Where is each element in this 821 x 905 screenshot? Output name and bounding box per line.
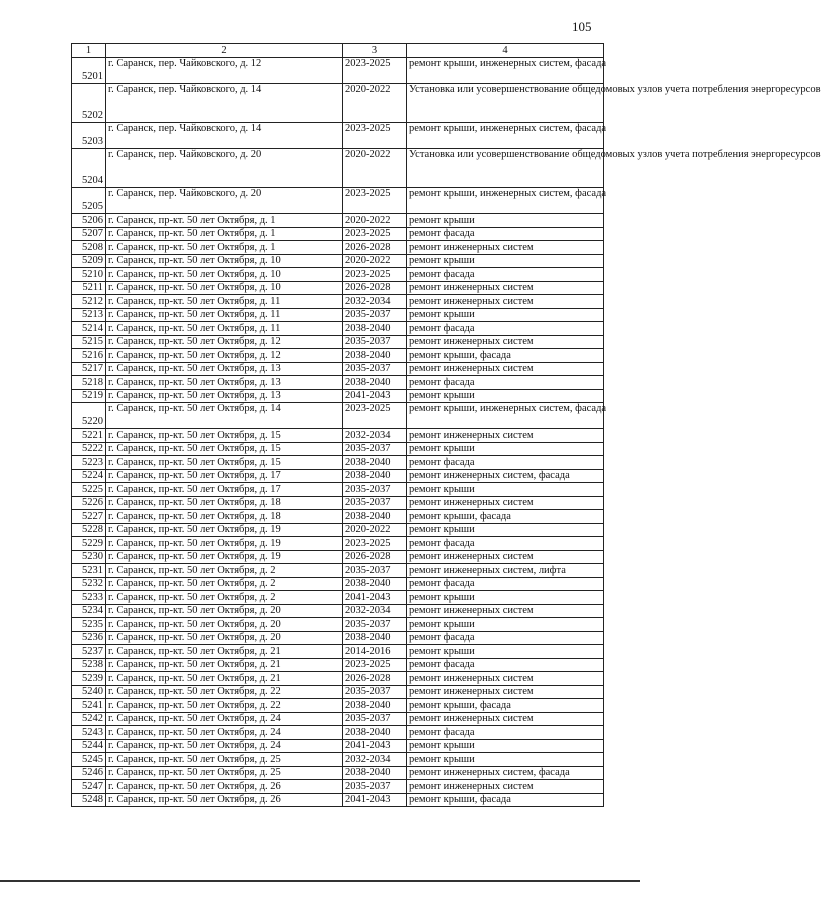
- table-row: [72, 591, 604, 605]
- work-type-cell: ремонт инженерных систем: [407, 429, 604, 443]
- row-number-cell: 5241: [72, 699, 106, 713]
- table-row: [72, 483, 604, 497]
- table-row: [72, 123, 604, 149]
- address-cell: г. Саранск, пр-кт. 50 лет Октября, д. 10: [106, 268, 343, 282]
- address-cell: г. Саранск, пр-кт. 50 лет Октября, д. 11: [106, 308, 343, 322]
- row-number-cell: 5211: [72, 281, 106, 295]
- period-cell: 2023-2025: [343, 403, 407, 429]
- column-header-3: 3: [343, 44, 407, 58]
- work-type-cell: ремонт фасада: [407, 658, 604, 672]
- work-type-cell: ремонт инженерных систем: [407, 295, 604, 309]
- work-type-cell: ремонт инженерных систем, фасада: [407, 766, 604, 780]
- table-row: [72, 780, 604, 794]
- work-type-cell: ремонт инженерных систем: [407, 362, 604, 376]
- work-type-cell: ремонт инженерных систем: [407, 281, 604, 295]
- period-cell: 2038-2040: [343, 376, 407, 390]
- row-number-cell: 5213: [72, 308, 106, 322]
- address-cell: г. Саранск, пр-кт. 50 лет Октября, д. 20: [106, 604, 343, 618]
- row-number-cell: 5208: [72, 241, 106, 255]
- row-number-cell: 5248: [72, 793, 106, 807]
- work-type-cell: ремонт крыши: [407, 645, 604, 659]
- work-type-cell: ремонт инженерных систем, лифта: [407, 564, 604, 578]
- work-type-cell: ремонт крыши, инженерных систем, фасада: [407, 123, 604, 149]
- period-cell: 2026-2028: [343, 281, 407, 295]
- table-row: [72, 84, 604, 123]
- work-type-cell: ремонт фасада: [407, 456, 604, 470]
- table-row: [72, 362, 604, 376]
- table-row: [72, 685, 604, 699]
- period-cell: 2023-2025: [343, 268, 407, 282]
- table-row: [72, 739, 604, 753]
- table-row: [72, 631, 604, 645]
- work-type-cell: ремонт крыши: [407, 483, 604, 497]
- table-row: [72, 389, 604, 403]
- address-cell: г. Саранск, пер. Чайковского, д. 20: [106, 188, 343, 214]
- table-row: [72, 672, 604, 686]
- address-cell: г. Саранск, пр-кт. 50 лет Октября, д. 25: [106, 766, 343, 780]
- period-cell: 2023-2025: [343, 227, 407, 241]
- period-cell: 2035-2037: [343, 335, 407, 349]
- work-type-cell: ремонт инженерных систем, фасада: [407, 469, 604, 483]
- address-cell: г. Саранск, пр-кт. 50 лет Октября, д. 17: [106, 483, 343, 497]
- address-cell: г. Саранск, пр-кт. 50 лет Октября, д. 26: [106, 793, 343, 807]
- row-number-cell: 5204: [72, 149, 106, 188]
- work-type-cell: ремонт крыши: [407, 254, 604, 268]
- row-number-cell: 5234: [72, 604, 106, 618]
- table-row: [72, 645, 604, 659]
- table-row: [72, 618, 604, 632]
- address-cell: г. Саранск, пр-кт. 50 лет Октября, д. 18: [106, 510, 343, 524]
- address-cell: г. Саранск, пр-кт. 50 лет Октября, д. 25: [106, 753, 343, 767]
- period-cell: 2035-2037: [343, 780, 407, 794]
- row-number-cell: 5243: [72, 726, 106, 740]
- work-type-cell: ремонт крыши: [407, 389, 604, 403]
- period-cell: 2038-2040: [343, 577, 407, 591]
- row-number-cell: 5207: [72, 227, 106, 241]
- work-type-cell: ремонт фасада: [407, 726, 604, 740]
- work-type-cell: ремонт крыши, инженерных систем, фасада: [407, 403, 604, 429]
- table-row: [72, 469, 604, 483]
- address-cell: г. Саранск, пр-кт. 50 лет Октября, д. 11: [106, 322, 343, 336]
- period-cell: 2038-2040: [343, 469, 407, 483]
- period-cell: 2035-2037: [343, 442, 407, 456]
- work-type-cell: ремонт фасада: [407, 268, 604, 282]
- work-type-cell: ремонт крыши, инженерных систем, фасада: [407, 188, 604, 214]
- row-number-cell: 5210: [72, 268, 106, 282]
- work-type-cell: ремонт крыши, фасада: [407, 699, 604, 713]
- row-number-cell: 5218: [72, 376, 106, 390]
- address-cell: г. Саранск, пр-кт. 50 лет Октября, д. 24: [106, 726, 343, 740]
- address-cell: г. Саранск, пр-кт. 50 лет Октября, д. 21: [106, 672, 343, 686]
- row-number-cell: 5219: [72, 389, 106, 403]
- address-cell: г. Саранск, пр-кт. 50 лет Октября, д. 2: [106, 577, 343, 591]
- work-type-cell: ремонт инженерных систем: [407, 604, 604, 618]
- row-number-cell: 5220: [72, 403, 106, 429]
- row-number-cell: 5214: [72, 322, 106, 336]
- period-cell: 2038-2040: [343, 349, 407, 363]
- table-row: [72, 254, 604, 268]
- row-number-cell: 5215: [72, 335, 106, 349]
- row-number-cell: 5233: [72, 591, 106, 605]
- row-number-cell: 5217: [72, 362, 106, 376]
- table-row: [72, 550, 604, 564]
- period-cell: 2038-2040: [343, 322, 407, 336]
- work-type-cell: ремонт инженерных систем: [407, 712, 604, 726]
- row-number-cell: 5236: [72, 631, 106, 645]
- work-type-cell: ремонт крыши: [407, 753, 604, 767]
- address-cell: г. Саранск, пр-кт. 50 лет Октября, д. 20: [106, 631, 343, 645]
- address-cell: г. Саранск, пр-кт. 50 лет Октября, д. 19: [106, 523, 343, 537]
- table-row: [72, 268, 604, 282]
- period-cell: 2041-2043: [343, 793, 407, 807]
- row-number-cell: 5206: [72, 214, 106, 228]
- table-row: [72, 335, 604, 349]
- work-type-cell: ремонт крыши, фасада: [407, 349, 604, 363]
- table-row: [72, 510, 604, 524]
- period-cell: 2023-2025: [343, 658, 407, 672]
- address-cell: г. Саранск, пр-кт. 50 лет Октября, д. 19: [106, 550, 343, 564]
- period-cell: 2038-2040: [343, 726, 407, 740]
- period-cell: 2041-2043: [343, 739, 407, 753]
- address-cell: г. Саранск, пр-кт. 50 лет Октября, д. 10: [106, 254, 343, 268]
- period-cell: 2038-2040: [343, 699, 407, 713]
- address-cell: г. Саранск, пр-кт. 50 лет Октября, д. 15: [106, 442, 343, 456]
- address-cell: г. Саранск, пр-кт. 50 лет Октября, д. 10: [106, 281, 343, 295]
- table-row: [72, 308, 604, 322]
- period-cell: 2032-2034: [343, 295, 407, 309]
- column-header-4: 4: [407, 44, 604, 58]
- period-cell: 2020-2022: [343, 523, 407, 537]
- period-cell: 2023-2025: [343, 188, 407, 214]
- row-number-cell: 5201: [72, 58, 106, 84]
- row-number-cell: 5237: [72, 645, 106, 659]
- address-cell: г. Саранск, пер. Чайковского, д. 14: [106, 84, 343, 123]
- address-cell: г. Саранск, пр-кт. 50 лет Октября, д. 21: [106, 645, 343, 659]
- work-type-cell: ремонт крыши: [407, 308, 604, 322]
- address-cell: г. Саранск, пр-кт. 50 лет Октября, д. 15: [106, 429, 343, 443]
- row-number-cell: 5205: [72, 188, 106, 214]
- row-number-cell: 5221: [72, 429, 106, 443]
- address-cell: г. Саранск, пр-кт. 50 лет Октября, д. 2: [106, 591, 343, 605]
- table-row: [72, 658, 604, 672]
- row-number-cell: 5228: [72, 523, 106, 537]
- row-number-cell: 5239: [72, 672, 106, 686]
- work-type-cell: ремонт крыши: [407, 523, 604, 537]
- table-row: [72, 241, 604, 255]
- row-number-cell: 5235: [72, 618, 106, 632]
- period-cell: 2032-2034: [343, 753, 407, 767]
- table-row: [72, 188, 604, 214]
- row-number-cell: 5226: [72, 496, 106, 510]
- period-cell: 2038-2040: [343, 631, 407, 645]
- address-cell: г. Саранск, пр-кт. 50 лет Октября, д. 17: [106, 469, 343, 483]
- table-row: [72, 496, 604, 510]
- row-number-cell: 5227: [72, 510, 106, 524]
- table-row: [72, 403, 604, 429]
- row-number-cell: 5231: [72, 564, 106, 578]
- address-cell: г. Саранск, пр-кт. 50 лет Октября, д. 14: [106, 403, 343, 429]
- row-number-cell: 5246: [72, 766, 106, 780]
- address-cell: г. Саранск, пр-кт. 50 лет Октября, д. 22: [106, 699, 343, 713]
- period-cell: 2026-2028: [343, 550, 407, 564]
- row-number-cell: 5244: [72, 739, 106, 753]
- address-cell: г. Саранск, пр-кт. 50 лет Октября, д. 24: [106, 739, 343, 753]
- work-type-cell: ремонт крыши: [407, 739, 604, 753]
- period-cell: 2023-2025: [343, 58, 407, 84]
- address-cell: г. Саранск, пр-кт. 50 лет Октября, д. 13: [106, 362, 343, 376]
- column-header-1: 1: [72, 44, 106, 58]
- row-number-cell: 5238: [72, 658, 106, 672]
- work-type-cell: ремонт фасада: [407, 322, 604, 336]
- table-row: [72, 214, 604, 228]
- table-row: [72, 376, 604, 390]
- period-cell: 2035-2037: [343, 685, 407, 699]
- period-cell: 2038-2040: [343, 510, 407, 524]
- work-type-cell: Установка или усовершенствование общедомовых узлов учета потребления энергоресурсов: [407, 84, 604, 123]
- table-row: [72, 149, 604, 188]
- row-number-cell: 5247: [72, 780, 106, 794]
- table-header-row: [72, 44, 604, 58]
- work-type-cell: ремонт крыши: [407, 591, 604, 605]
- row-number-cell: 5225: [72, 483, 106, 497]
- period-cell: 2023-2025: [343, 537, 407, 551]
- address-cell: г. Саранск, пр-кт. 50 лет Октября, д. 13: [106, 389, 343, 403]
- row-number-cell: 5240: [72, 685, 106, 699]
- address-cell: г. Саранск, пр-кт. 50 лет Октября, д. 1: [106, 214, 343, 228]
- work-type-cell: ремонт фасада: [407, 227, 604, 241]
- table-row: [72, 753, 604, 767]
- address-cell: г. Саранск, пр-кт. 50 лет Октября, д. 11: [106, 295, 343, 309]
- period-cell: 2035-2037: [343, 618, 407, 632]
- column-header-2: 2: [106, 44, 343, 58]
- row-number-cell: 5232: [72, 577, 106, 591]
- period-cell: 2026-2028: [343, 672, 407, 686]
- address-cell: г. Саранск, пер. Чайковского, д. 12: [106, 58, 343, 84]
- period-cell: 2026-2028: [343, 241, 407, 255]
- period-cell: 2038-2040: [343, 456, 407, 470]
- row-number-cell: 5212: [72, 295, 106, 309]
- period-cell: 2035-2037: [343, 712, 407, 726]
- address-cell: г. Саранск, пр-кт. 50 лет Октября, д. 1: [106, 241, 343, 255]
- work-type-cell: ремонт инженерных систем: [407, 780, 604, 794]
- table-row: [72, 227, 604, 241]
- period-cell: 2023-2025: [343, 123, 407, 149]
- work-type-cell: ремонт инженерных систем: [407, 672, 604, 686]
- table-body: [72, 58, 821, 807]
- table-row: [72, 726, 604, 740]
- period-cell: 2035-2037: [343, 483, 407, 497]
- table-row: [72, 577, 604, 591]
- period-cell: 2020-2022: [343, 149, 407, 188]
- table-row: [72, 793, 604, 807]
- period-cell: 2035-2037: [343, 496, 407, 510]
- row-number-cell: 5230: [72, 550, 106, 564]
- address-cell: г. Саранск, пр-кт. 50 лет Октября, д. 26: [106, 780, 343, 794]
- work-type-cell: ремонт фасада: [407, 577, 604, 591]
- address-cell: г. Саранск, пр-кт. 50 лет Октября, д. 22: [106, 685, 343, 699]
- work-type-cell: ремонт инженерных систем: [407, 685, 604, 699]
- work-type-cell: ремонт крыши, инженерных систем, фасада: [407, 58, 604, 84]
- table-row: [72, 442, 604, 456]
- row-number-cell: 5242: [72, 712, 106, 726]
- row-number-cell: 5223: [72, 456, 106, 470]
- period-cell: 2032-2034: [343, 604, 407, 618]
- capital-repair-table: [71, 43, 821, 807]
- row-number-cell: 5245: [72, 753, 106, 767]
- table-row: [72, 456, 604, 470]
- address-cell: г. Саранск, пр-кт. 50 лет Октября, д. 21: [106, 658, 343, 672]
- period-cell: 2020-2022: [343, 254, 407, 268]
- work-type-cell: ремонт крыши: [407, 214, 604, 228]
- period-cell: 2038-2040: [343, 766, 407, 780]
- address-cell: г. Саранск, пр-кт. 50 лет Октября, д. 13: [106, 376, 343, 390]
- table-row: [72, 295, 604, 309]
- address-cell: г. Саранск, пр-кт. 50 лет Октября, д. 12: [106, 349, 343, 363]
- work-type-cell: ремонт крыши: [407, 442, 604, 456]
- row-number-cell: 5202: [72, 84, 106, 123]
- table-row: [72, 523, 604, 537]
- work-type-cell: ремонт фасада: [407, 631, 604, 645]
- period-cell: 2041-2043: [343, 591, 407, 605]
- address-cell: г. Саранск, пр-кт. 50 лет Октября, д. 24: [106, 712, 343, 726]
- period-cell: 2035-2037: [343, 362, 407, 376]
- address-cell: г. Саранск, пр-кт. 50 лет Октября, д. 20: [106, 618, 343, 632]
- table-row: [72, 564, 604, 578]
- table-row: [72, 766, 604, 780]
- period-cell: 2020-2022: [343, 214, 407, 228]
- address-cell: г. Саранск, пр-кт. 50 лет Октября, д. 19: [106, 537, 343, 551]
- table-row: [72, 322, 604, 336]
- period-cell: 2020-2022: [343, 84, 407, 123]
- work-type-cell: ремонт инженерных систем: [407, 241, 604, 255]
- row-number-cell: 5229: [72, 537, 106, 551]
- address-cell: г. Саранск, пр-кт. 50 лет Октября, д. 1: [106, 227, 343, 241]
- work-type-cell: ремонт крыши, фасада: [407, 793, 604, 807]
- period-cell: 2035-2037: [343, 308, 407, 322]
- table-row: [72, 281, 604, 295]
- page-number: 105: [572, 19, 592, 34]
- address-cell: г. Саранск, пер. Чайковского, д. 20: [106, 149, 343, 188]
- work-type-cell: ремонт фасада: [407, 537, 604, 551]
- address-cell: г. Саранск, пер. Чайковского, д. 14: [106, 123, 343, 149]
- period-cell: 2032-2034: [343, 429, 407, 443]
- period-cell: 2041-2043: [343, 389, 407, 403]
- row-number-cell: 5222: [72, 442, 106, 456]
- work-type-cell: ремонт инженерных систем: [407, 550, 604, 564]
- table-row: [72, 604, 604, 618]
- work-type-cell: ремонт крыши: [407, 618, 604, 632]
- period-cell: 2035-2037: [343, 564, 407, 578]
- address-cell: г. Саранск, пр-кт. 50 лет Октября, д. 15: [106, 456, 343, 470]
- row-number-cell: 5203: [72, 123, 106, 149]
- work-type-cell: Установка или усовершенствование общедомовых узлов учета потребления энергоресурсов: [407, 149, 604, 188]
- address-cell: г. Саранск, пр-кт. 50 лет Октября, д. 18: [106, 496, 343, 510]
- row-number-cell: 5209: [72, 254, 106, 268]
- row-number-cell: 5216: [72, 349, 106, 363]
- table-row: [72, 58, 604, 84]
- table-row: [72, 712, 604, 726]
- period-cell: 2014-2016: [343, 645, 407, 659]
- table-row: [72, 699, 604, 713]
- row-number-cell: 5224: [72, 469, 106, 483]
- work-type-cell: ремонт фасада: [407, 376, 604, 390]
- footer-divider: [0, 880, 640, 882]
- work-type-cell: ремонт инженерных систем: [407, 335, 604, 349]
- work-type-cell: ремонт крыши, фасада: [407, 510, 604, 524]
- table-row: [72, 349, 604, 363]
- work-type-cell: ремонт инженерных систем: [407, 496, 604, 510]
- table-row: [72, 429, 604, 443]
- table-row: [72, 537, 604, 551]
- address-cell: г. Саранск, пр-кт. 50 лет Октября, д. 12: [106, 335, 343, 349]
- address-cell: г. Саранск, пр-кт. 50 лет Октября, д. 2: [106, 564, 343, 578]
